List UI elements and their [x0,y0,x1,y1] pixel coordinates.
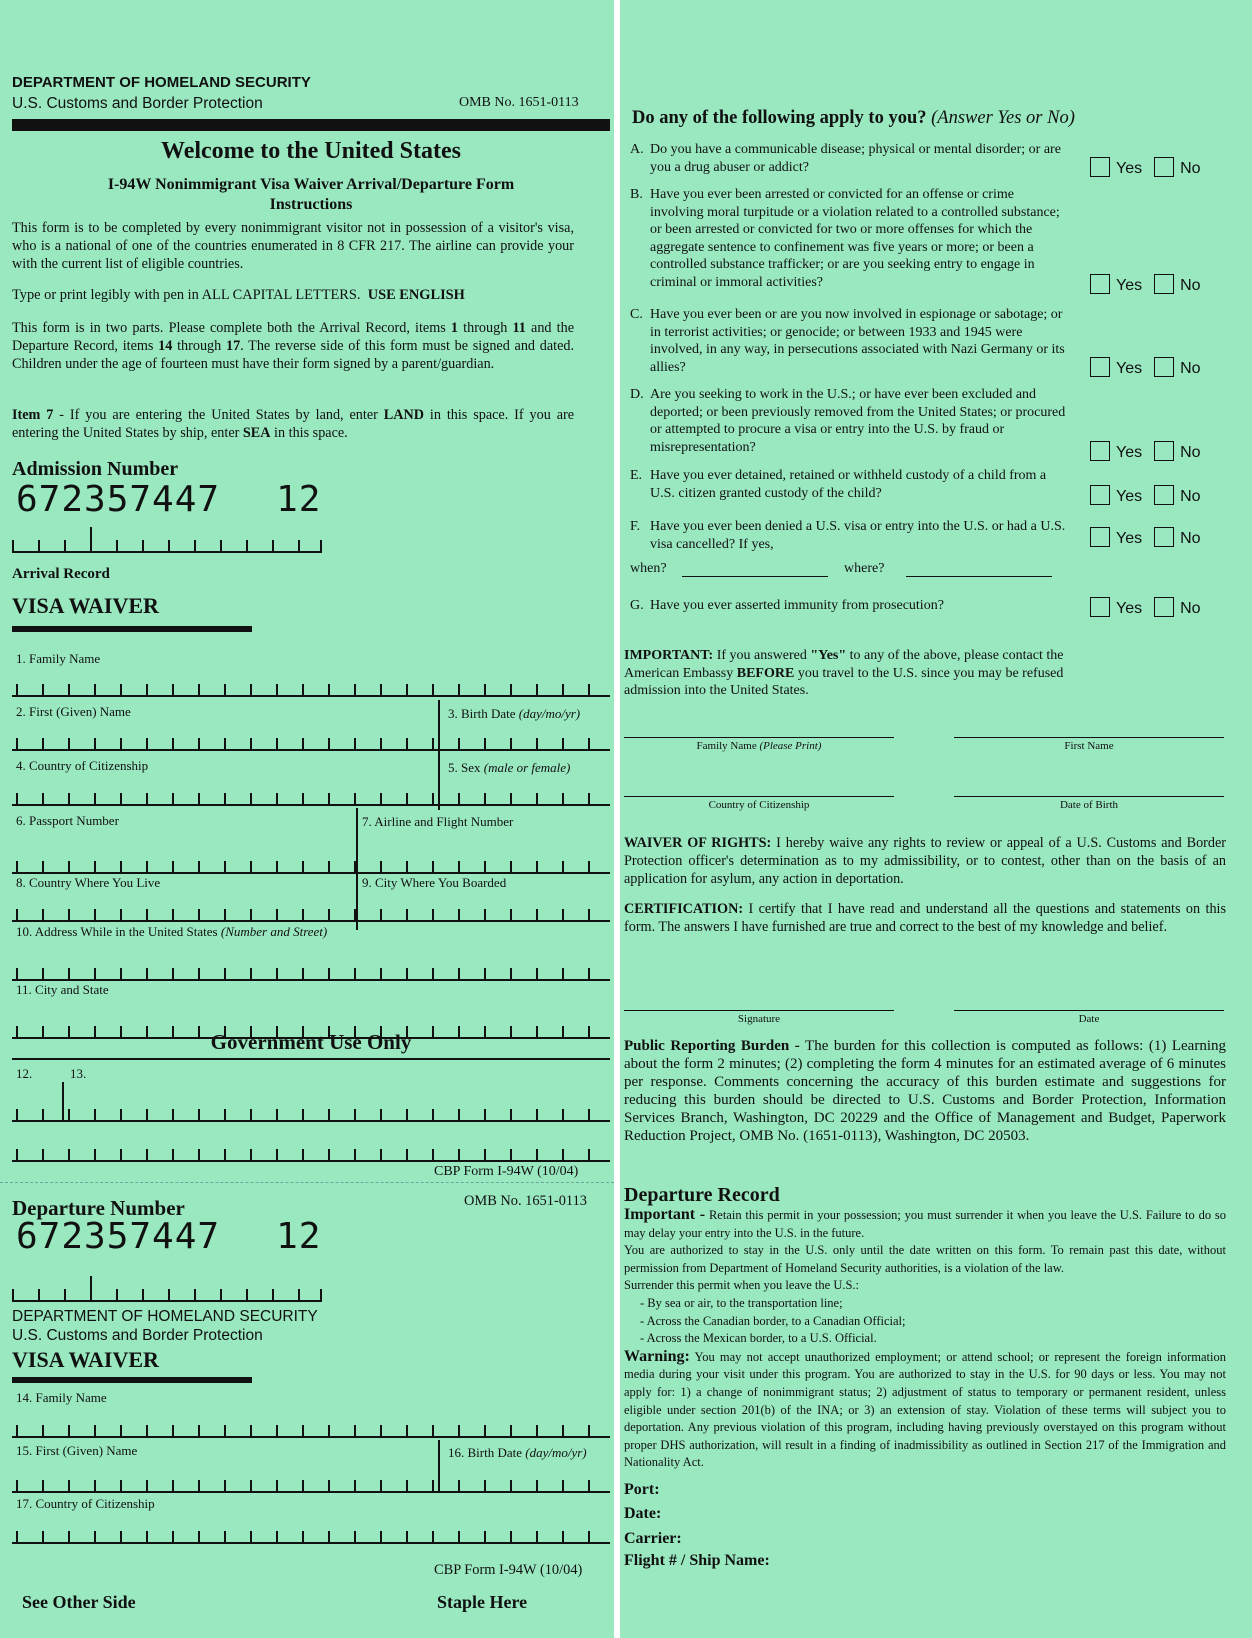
departure-number-ticks [12,1284,322,1302]
checkbox-icon[interactable] [1090,441,1110,461]
departure-record-title: Departure Record [624,1184,780,1206]
question-f-no[interactable]: No [1154,530,1200,547]
government-use-only: Government Use Only [210,1030,412,1054]
question-g-no[interactable]: No [1154,600,1200,617]
signature-line[interactable]: Signature [624,1010,894,1025]
departure-bureau: U.S. Customs and Border Protection [12,1327,263,1344]
question-c: C. Have you ever been or are you now involved in espionage or sabotage; or in terrorist activities; or genocide; or between 1933 and 1945 were involved, in any way, in persecutions associated with Nazi Germany or its allies? [630,307,1065,375]
country-sex-input[interactable] [12,788,610,806]
checkbox-icon[interactable] [1090,485,1110,505]
instructions-para-2: Type or print legibly with pen in ALL CAPITAL LETTERS. USE ENGLISH [12,287,465,303]
staple-here: Staple Here [437,1592,528,1612]
gov-use-row-2 [12,1144,610,1162]
question-a-yes[interactable]: Yes [1090,160,1142,177]
welcome-title: Welcome to the United States [161,138,461,164]
waiver-of-rights: WAIVER OF RIGHTS: I hereby waive any rights to review or appeal of a U.S. Customs and Border Protection officer's determination as to my admissibility, or to contest, other than on the basis of an application for asylum, any action in deportation. [624,835,1227,887]
question-a-answer [1090,157,1201,178]
field-7-label: 7. Airline and Flight Number [362,814,514,829]
question-e-answer [1090,485,1201,506]
carrier-label: Carrier: [624,1530,682,1547]
agency-dept: DEPARTMENT OF HOMELAND SECURITY [12,74,311,91]
important-notice: IMPORTANT: If you answered "Yes" to any of the above, please contact the American Embassy BEFORE you travel to the U.S. since you may be refused admission into the United States. [624,648,1064,698]
departure-first-name-birth-date-input[interactable] [12,1475,610,1493]
departure-number: 672357447 12 [16,1216,322,1257]
gov-use-row-1 [12,1104,610,1122]
checkbox-icon[interactable] [1090,597,1110,617]
departure-dept: DEPARTMENT OF HOMELAND SECURITY [12,1308,318,1325]
checkbox-icon[interactable] [1090,527,1110,547]
field-9-label: 9. City Where You Boarded [362,875,507,890]
question-f-yes[interactable]: Yes [1090,530,1142,547]
divider-15-16 [438,1440,440,1492]
admission-number-label: Admission Number [12,458,179,480]
checkbox-icon[interactable] [1154,274,1174,294]
gov-use-rule [12,1058,610,1060]
question-g-answer [1090,597,1201,618]
departure-country-input[interactable] [12,1526,610,1544]
family-name-signature-line[interactable]: Family Name (Please Print) [624,737,894,752]
departure-visa-waiver: VISA WAIVER [12,1347,159,1372]
instructions-heading: Instructions [269,196,353,213]
form-title: I-94W Nonimmigrant Visa Waiver Arrival/Departure Form [107,176,515,193]
question-e-yes[interactable]: Yes [1090,488,1142,505]
arrival-card-back [620,0,1252,1638]
country-signature-line[interactable]: Country of Citizenship [624,796,894,811]
question-b-answer [1090,274,1201,295]
public-reporting-burden: Public Reporting Burden - The burden for this collection is computed as follows: (1) Learning about the form 2 minutes; (2) completing the form 4 minutes for an estimated average of 6 minutes per response. Comments concerning the accuracy of this burden estimate and suggestions for reducing this burden should be directed to U.S. Customs and Border Protection, Information Services Branch, Washington, DC 20229 and the Office of Management and Budget, Paperwork Reduction Project, OMB No. (1651-0113), Washington, DC 20503. [624,1038,1227,1144]
field-16-label: 16. Birth Date (day/mo/yr) [448,1445,587,1460]
question-g: G. Have you ever asserted immunity from prosecution? [630,598,944,613]
checkbox-icon[interactable] [1154,527,1174,547]
family-name-input[interactable] [12,679,610,697]
field-5-label: 5. Sex (male or female) [448,760,571,775]
port-label: Port: [624,1481,660,1498]
question-c-answer [1090,357,1201,378]
checkbox-icon[interactable] [1154,441,1174,461]
question-b-no[interactable]: No [1154,277,1200,294]
checkbox-icon[interactable] [1090,157,1110,177]
field-10-label: 10. Address While in the United States (Number and Street) [16,924,328,939]
where-input[interactable] [906,576,1052,577]
departure-omb: OMB No. 1651-0113 [464,1193,587,1209]
question-e-no[interactable]: No [1154,488,1200,505]
flight-ship-label: Flight # / Ship Name: [624,1552,770,1569]
checkbox-icon[interactable] [1090,357,1110,377]
certification: CERTIFICATION: I certify that I have read and understand all the questions and statements on this form. The answers I have furnished are true and correct to the best of my knowledge and belief. [624,901,1226,935]
country-city-input[interactable] [12,904,610,922]
checkbox-icon[interactable] [1154,597,1174,617]
visa-waiver-title: VISA WAIVER [12,593,159,618]
field-11-label: 11. City and State [16,982,109,997]
field-3-label: 3. Birth Date (day/mo/yr) [448,706,581,721]
question-a-no[interactable]: No [1154,160,1200,177]
field-15-label: 15. First (Given) Name [16,1443,138,1458]
question-d-answer [1090,441,1201,462]
departure-visa-waiver-bar [12,1377,252,1383]
question-f-answer [1090,527,1201,548]
arrival-card-front [0,0,614,1638]
question-d-yes[interactable]: Yes [1090,444,1142,461]
address-input[interactable] [12,963,610,981]
date-line[interactable]: Date [954,1010,1224,1025]
question-a: A. Do you have a communicable disease; physical or mental disorder; or are you a drug abuser or addict? [630,142,1061,175]
field-12-label: 12. [16,1066,33,1081]
instructions-para-3: This form is in two parts. Please complete both the Arrival Record, items 1 through 11 and the Departure Record, items 14 through 17. The reverse side of this form must be signed and dated. Children under the age of fourteen must have their form signed by a parent/guardian. [12,320,575,372]
question-c-yes[interactable]: Yes [1090,360,1142,377]
field-17-label: 17. Country of Citizenship [16,1496,155,1511]
field-4-label: 4. Country of Citizenship [16,758,149,773]
departure-number-label: Departure Number [12,1196,185,1220]
visa-waiver-bar [12,626,252,632]
field-2-label: 2. First (Given) Name [16,704,131,719]
passport-flight-input[interactable] [12,856,610,874]
omb-number: OMB No. 1651-0113 [459,95,579,110]
see-other-side: See Other Side [22,1592,136,1612]
when-input[interactable] [682,576,828,577]
admission-number-ticks [12,535,322,553]
question-e: E. Have you ever detained, retained or withheld custody of a child from a U.S. citizen granted custody of the child? [630,468,1047,501]
item-7-instructions: Item 7 - If you are entering the United States by land, enter LAND in this space. If you are entering the United States by ship, enter SEA in this space. [12,407,575,441]
date-label: Date: [624,1505,662,1522]
field-6-label: 6. Passport Number [16,813,119,828]
instructions-para-1: This form is to be completed by every nonimmigrant visitor not in possession of a visitor's visa, who is a national of one of the countries enumerated in 8 CFR 217. The airline can provide your with the current list of eligible countries. [12,220,574,272]
where-label: where? [844,561,885,576]
cbp-form-number-arrival: CBP Form I-94W (10/04) [434,1164,579,1179]
agency-bureau: U.S. Customs and Border Protection [12,95,263,112]
field-13-label: 13. [70,1066,87,1081]
header-bar [12,119,610,131]
checkbox-icon[interactable] [1154,357,1174,377]
checkbox-icon[interactable] [1154,485,1174,505]
questions-heading: Do any of the following apply to you? (Answer Yes or No) [632,108,1075,128]
field-1-label: 1. Family Name [16,651,101,666]
cbp-form-number-departure: CBP Form I-94W (10/04) [434,1562,583,1578]
question-g-yes[interactable]: Yes [1090,600,1142,617]
field-8-label: 8. Country Where You Live [16,875,161,890]
when-label: when? [630,561,667,576]
question-d: D. Are you seeking to work in the U.S.; or have ever been excluded and deported; or been previously removed from the United States; or procured or attempted to procure a visa or entry into the U.S. by fraud or misrepresentation? [630,387,1066,455]
question-b: B. Have you ever been arrested or convicted for an offense or crime involving moral turpitude or a violation related to a controlled substance; or been arrested or convicted for two or more offenses for which the aggregate sentence to confinement was five years or more; or been a controlled substance trafficker; or are you seeking entry to engage in criminal or immoral activities? [630,187,1060,290]
question-b-yes[interactable]: Yes [1090,277,1142,294]
arrival-record-label: Arrival Record [12,566,110,582]
admission-number: 672357447 12 [16,479,322,520]
first-name-signature-line[interactable]: First Name [954,737,1224,752]
perforation-line [0,1182,614,1183]
dob-signature-line[interactable]: Date of Birth [954,796,1224,811]
divider-12-13 [62,1082,64,1120]
field-14-label: 14. Family Name [16,1390,107,1405]
departure-family-name-input[interactable] [12,1420,610,1438]
first-name-birth-date-input[interactable] [12,733,610,751]
question-c-no[interactable]: No [1154,360,1200,377]
departure-record-text: Important - Retain this permit in your possession; you must surrender it when you leave the U.S. Failure to do so may delay your entry into the U.S. in the future. You are authorized to stay in the U.S. only until the date written on this form. To remain past this date, without permission from Department of Homeland Security authorities, is a violation of the law. Surrender this permit when you leave the U.S.: - By sea or air, to the transportation line; - Across the Canadian border, to a Canadian Official; - Across the Mexican border, to a U.S. Official. Warning: You may not accept unauthorized employment; or attend school; or represent the foreign information media during your visit under this program. You are authorized to stay in the U.S. for 90 days or less. You may not apply for: 1) a change of nonimmigrant status; 2) adjustment of status to temporary or permanent resident, unless eligible under section 201(b) of the INA; or 3) an extension of stay. Violation of these terms will subject you to deportation. Any previous violation of this program, including having previously overstayed on this program without proper DHS authorization, will result in a finding of inadmissibility as outlined in Section 217 of the Immigration and Nationality Act. [624,1206,1226,1470]
checkbox-icon[interactable] [1154,157,1174,177]
question-f: F. Have you ever been denied a U.S. visa or entry into the U.S. or had a U.S. visa cancelled? If yes, [630,519,1066,552]
question-d-no[interactable]: No [1154,444,1200,461]
checkbox-icon[interactable] [1090,274,1110,294]
